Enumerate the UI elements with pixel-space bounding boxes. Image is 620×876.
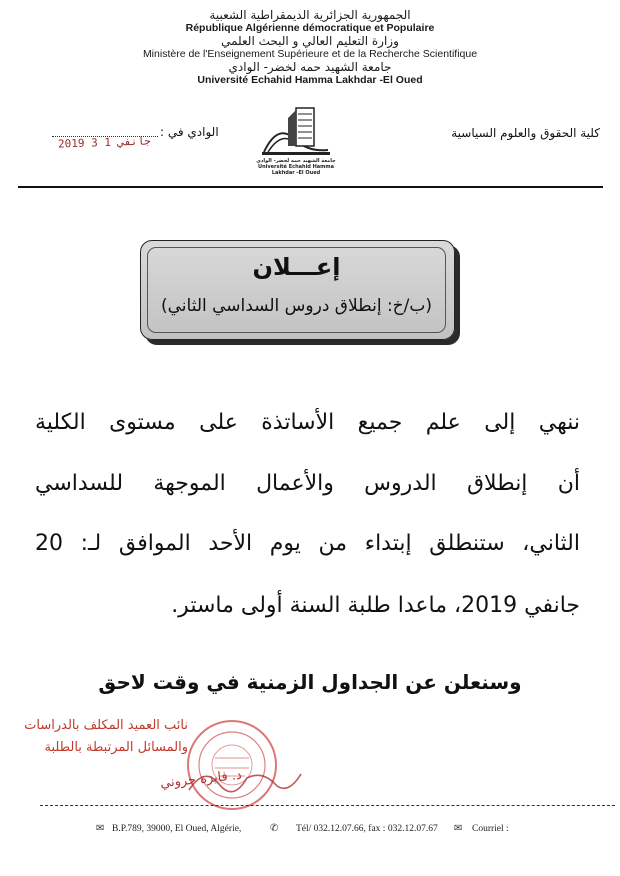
republic-fr: République Algérienne démocratique et Populaire [185, 22, 435, 34]
place-label: الوادي في : [160, 125, 219, 139]
mail-icon: ✉ [454, 823, 463, 834]
logo-caption-ar: جامعة الشهيد حمه لخضر- الوادي [256, 158, 336, 164]
signatory-title-1: نائب العميد المكلف بالدراسات [24, 718, 188, 733]
body-line-3: الثاني، ستنطلق إبتداء من يوم الأحد الموافق لـ: 20 [35, 531, 580, 556]
university-fr: Université Echahid Hamma Lakhdar -El Oued [197, 74, 423, 86]
signatory-name: د. فايزة جروني [159, 767, 243, 792]
body-line-1: ننهي إلى علم جميع الأساتذة على مستوى الكلية [35, 410, 580, 435]
faculty-name: كلية الحقوق والعلوم السياسية [451, 126, 600, 140]
ministry-ar: وزارة التعليم العالي و البحث العلمي [221, 34, 399, 48]
signatory-title-2: والمسائل المرتبطة بالطلبة [44, 740, 188, 755]
closing-statement: وسنعلن عن الجداول الزمنية في وقت لاحق [98, 670, 522, 694]
header-divider [18, 186, 603, 188]
republic-ar: الجمهورية الجزائرية الديمقراطية الشعبية [209, 8, 411, 22]
footer-phone-fax: Tél/ 032.12.07.66, fax : 032.12.07.67 [296, 824, 438, 834]
ministry-fr: Ministère de l'Enseignement Supérieure et de la Recherche Scientifique [142, 48, 478, 60]
footer-address: B.P.789, 39000, El Oued, Algérie, [112, 824, 242, 834]
body-line-4: جانفي 2019، ماعدا طلبة السنة أولى ماستر. [171, 593, 580, 618]
announcement-subtitle: (ب/خ: إنطلاق دروس السداسي الثاني) [160, 296, 433, 316]
footer-email-label: Courriel : [472, 824, 509, 834]
footer-divider [40, 805, 615, 806]
announcement-title: إعـــلان [252, 253, 341, 281]
university-ar: جامعة الشهيد حمه لخضر- الوادي [228, 60, 392, 74]
envelope-icon: ✉ [96, 823, 105, 834]
logo-caption [250, 158, 342, 176]
date-stamp: 2019 جانفي 1 3 [57, 134, 151, 151]
phone-icon: ✆ [270, 823, 279, 834]
body-line-2: أن إنطلاق الدروس والأعمال الموجهة للسداسي [35, 471, 580, 496]
logo-caption-fr: Université Echahid Hamma Lakhdar -El Oued [258, 164, 334, 176]
